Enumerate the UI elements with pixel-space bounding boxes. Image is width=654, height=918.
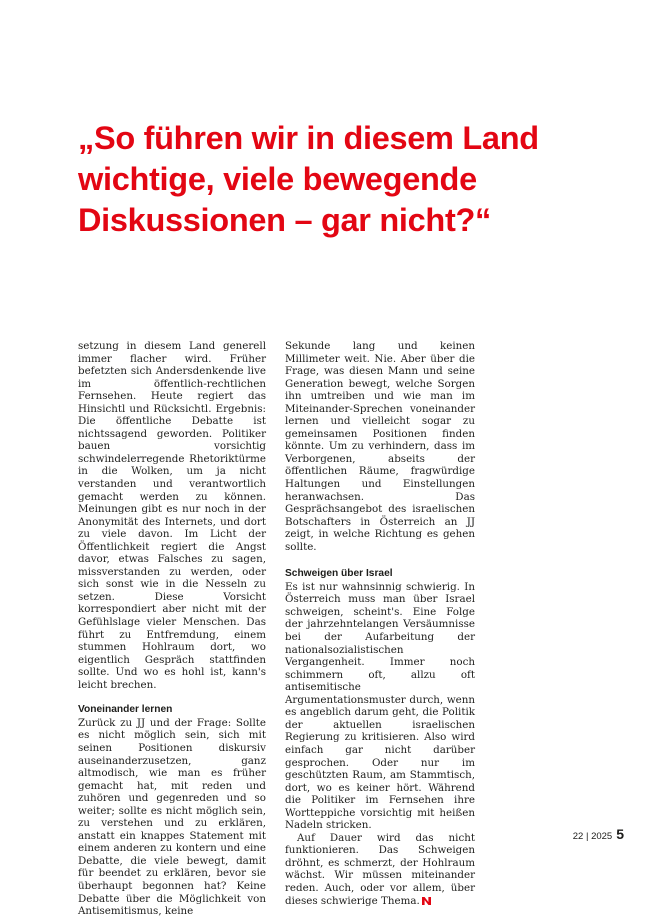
page-folio [573, 826, 624, 844]
body-paragraph: Sekunde lang und keinen Millimeter weit. Nie. Aber über die Frage, was diesen Mann und seine Generation bewegt, welche Sorgen ihn umtreiben und wie man im Miteinander-Sprechen voneinander lernen und vielleicht sogar zu gemeinsamen Positionen finden könnte. Um zu verhindern, dass im Verborgenen, abseits der öffentlichen Räume, fragwürdige Haltungen und Einstellungen heranwachsen. Das Gesprächsangebot des israelischen Botschafters in Österreich an JJ zeigt, in welche Richtung es gehen sollte. [285, 340, 475, 553]
article-column-left [78, 340, 266, 918]
brand-n-end-mark-icon [422, 897, 431, 905]
closing-paragraph-text: Auf Dauer wird das nicht funktionieren. Das Schweigen dröhnt, es schmerzt, der Hohlraum wächst. Wir müssen miteinander reden. Auch, oder vor allem, über dieses schwierige Thema. [285, 831, 475, 907]
headline-line-2: wichtige, viele bewegende [78, 161, 477, 197]
headline-line-1: „So führen wir in diesem Land [78, 120, 539, 156]
headline-quote [78, 118, 598, 241]
body-paragraph: setzung in diesem Land generell immer flacher wird. Früher befetzten sich Andersdenkende live im öffentlich-rechtlichen Fernsehen. Heute regiert das Hinsichtl und Rücksichtl. Ergebnis: Die öffentliche Debatte ist nichtssagend geworden. Politiker bauen vorsichtig schwindelerregende Rhetoriktürme in die Wolken, um ja nicht verstanden und verantwortlich gemacht werden zu können. Meinungen gibt es nur noch in der Anonymität des Internets, und dort zu viele davon. Im Licht der Öffentlichkeit regiert die Angst davor, etwas Falsches zu sagen, missverstanden zu werden, oder sich sonst wie in die Nesseln zu setzen. Diese Vorsicht korrespondiert aber nicht mit der Gefühlslage vieler Menschen. Das führt zu Entfremdung, einem stummen Hohlraum dort, wo eigentlich Gespräch stattfinden sollte. Und wo es hohl ist, kann's leicht brechen. [78, 340, 266, 691]
headline-line-3: Diskussionen – gar nicht?“ [78, 202, 491, 238]
article-column-right [285, 340, 475, 907]
page-number: 5 [616, 826, 624, 842]
body-paragraph: Es ist nur wahnsinnig schwierig. In Österreich muss man über Israel schweigen, scheint's. Eine Folge der jahrzehntelangen Versäumnisse bei der Aufarbeitung der nationalsozialistischen Vergangenheit. Immer noch schimmern oft, allzu oft antisemitische Argumentationsmuster durch, wenn es angeblich darum geht, die Politik der aktuellen israelischen Regierung zu kritisieren. Also wird einfach gar nicht darüber gesprochen. Oder nur im geschützten Raum, am Stammtisch, dort, wo es keiner hört. Während die Politiker im Fernsehen ihre Wortteppiche vorsichtig mit heißen Nadeln stricken. [285, 580, 475, 832]
body-paragraph: Zurück zu JJ und der Frage: Sollte es nicht möglich sein, sich mit seinen Positionen diskursiv auseinanderzusetzen, ganz altmodisch, wie man es früher gemacht hat, mit reden und zuhören und gegenreden und so weiter; sollte es nicht möglich sein, zu verstehen und zu erklären, anstatt ein knappes Statement mit einem anderen zu kontern und eine Debatte, die viele bewegt, damit für beendet zu erklären, bevor sie überhaupt begonnen hat? Keine Debatte über die Möglichkeit von Antisemitismus, keine [78, 716, 266, 918]
subhead-schweigen-ueber-israel: Schweigen über Israel [285, 568, 393, 580]
subhead-voneinander-lernen: Voneinander lernen [78, 704, 173, 716]
body-paragraph-last [285, 832, 475, 907]
issue-number: 22 | 2025 [572, 831, 613, 842]
